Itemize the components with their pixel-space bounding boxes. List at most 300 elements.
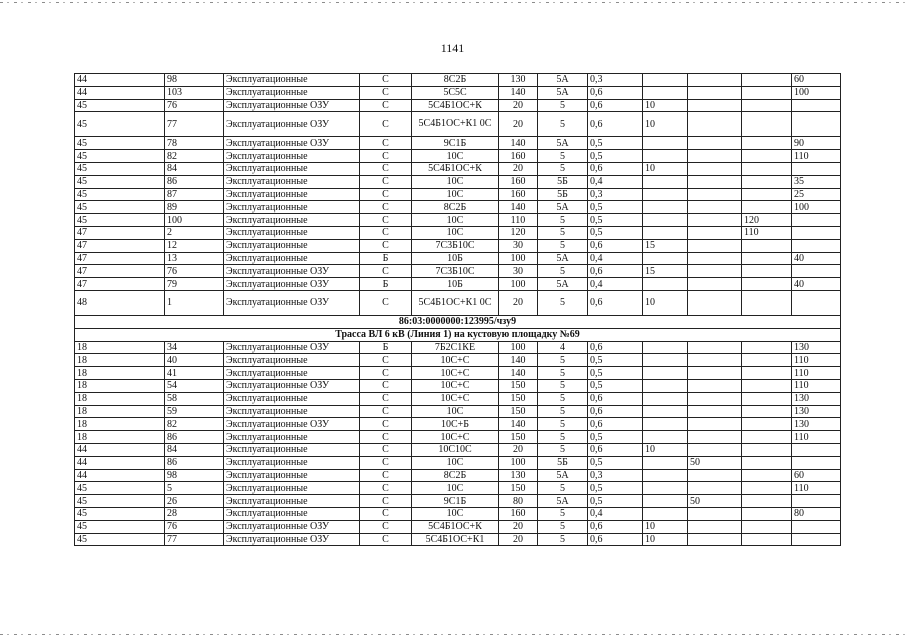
cell-composition: 8С2Б [412, 74, 499, 87]
cell-composition: 8С2Б [412, 201, 499, 214]
cell-col-9 [643, 278, 688, 291]
cell-density: 0,5 [588, 495, 643, 508]
cell-col-9: 10 [643, 162, 688, 175]
cell-category: Эксплуатационные [224, 443, 360, 456]
cell-site-class: 5А [538, 469, 588, 482]
cell-composition: 10С [412, 188, 499, 201]
cell-species: С [360, 367, 412, 380]
cell-quarter: 44 [75, 456, 165, 469]
cell-col-11 [742, 150, 792, 163]
cell-col-12: 110 [792, 150, 841, 163]
cell-plot: 78 [165, 137, 224, 150]
cell-col-9 [643, 74, 688, 87]
cell-category: Эксплуатационные [224, 392, 360, 405]
cell-age: 150 [499, 482, 538, 495]
cell-col-11 [742, 533, 792, 546]
cell-age: 120 [499, 226, 538, 239]
cell-quarter: 18 [75, 354, 165, 367]
cell-col-11 [742, 74, 792, 87]
table-body-bottom [75, 341, 841, 546]
cell-density: 0,4 [588, 175, 643, 188]
cell-col-10 [688, 252, 742, 265]
cell-category: Эксплуатационные [224, 456, 360, 469]
cell-col-11 [742, 290, 792, 315]
table-row [75, 367, 841, 380]
cell-composition: 10С+С [412, 379, 499, 392]
forest-inventory-table [74, 73, 841, 546]
cell-composition: 5С4Б1ОС+К [412, 520, 499, 533]
cell-species: Б [360, 341, 412, 354]
cell-age: 150 [499, 392, 538, 405]
cell-category: Эксплуатационные ОЗУ [224, 341, 360, 354]
cell-composition: 10С [412, 405, 499, 418]
cell-col-9: 10 [643, 520, 688, 533]
cell-col-12 [792, 112, 841, 137]
cell-col-9: 15 [643, 239, 688, 252]
table-row [75, 201, 841, 214]
cell-category: Эксплуатационные [224, 354, 360, 367]
table-row [75, 392, 841, 405]
cell-plot: 26 [165, 495, 224, 508]
cell-density: 0,6 [588, 341, 643, 354]
table-row [75, 431, 841, 444]
cell-density: 0,6 [588, 520, 643, 533]
cell-composition: 10С [412, 175, 499, 188]
cell-composition: 5С4Б1ОС+К [412, 99, 499, 112]
cell-category: Эксплуатационные [224, 201, 360, 214]
cell-age: 140 [499, 137, 538, 150]
cell-quarter: 18 [75, 405, 165, 418]
cell-composition: 5С4Б1ОС+К1 0С [412, 290, 499, 315]
cell-category: Эксплуатационные ОЗУ [224, 290, 360, 315]
table-row [75, 418, 841, 431]
cell-composition: 10С+С [412, 354, 499, 367]
cell-plot: 76 [165, 520, 224, 533]
cell-quarter: 47 [75, 226, 165, 239]
table-row [75, 188, 841, 201]
cell-plot: 86 [165, 456, 224, 469]
cell-plot: 40 [165, 354, 224, 367]
cell-col-11 [742, 99, 792, 112]
table-row [75, 86, 841, 99]
cell-quarter: 18 [75, 418, 165, 431]
cell-site-class: 5А [538, 137, 588, 150]
section-header [75, 315, 841, 341]
cell-col-12: 25 [792, 188, 841, 201]
cell-category: Эксплуатационные [224, 188, 360, 201]
cell-col-11 [742, 86, 792, 99]
cell-site-class: 5А [538, 252, 588, 265]
cell-col-12: 90 [792, 137, 841, 150]
cell-col-11 [742, 188, 792, 201]
cell-species: С [360, 188, 412, 201]
cell-col-9 [643, 188, 688, 201]
table-row [75, 99, 841, 112]
cell-age: 150 [499, 405, 538, 418]
cell-col-11 [742, 252, 792, 265]
cell-plot: 77 [165, 112, 224, 137]
scan-edge-top [0, 2, 905, 3]
cell-density: 0,5 [588, 150, 643, 163]
cell-quarter: 44 [75, 74, 165, 87]
cell-col-10 [688, 367, 742, 380]
cell-quarter: 18 [75, 341, 165, 354]
cell-site-class: 5 [538, 214, 588, 227]
cell-category: Эксплуатационные [224, 150, 360, 163]
cell-category: Эксплуатационные [224, 175, 360, 188]
cell-plot: 103 [165, 86, 224, 99]
cell-composition: 10С [412, 507, 499, 520]
cell-col-12: 35 [792, 175, 841, 188]
cell-quarter: 45 [75, 112, 165, 137]
cell-col-11 [742, 278, 792, 291]
cell-plot: 86 [165, 431, 224, 444]
cell-site-class: 5Б [538, 456, 588, 469]
cell-plot: 84 [165, 443, 224, 456]
cell-col-9: 10 [643, 443, 688, 456]
cell-col-11 [742, 239, 792, 252]
table-row [75, 469, 841, 482]
cell-col-12: 110 [792, 367, 841, 380]
cell-col-9 [643, 150, 688, 163]
cell-col-12: 100 [792, 201, 841, 214]
cell-col-10 [688, 137, 742, 150]
cell-category: Эксплуатационные [224, 495, 360, 508]
cell-species: С [360, 418, 412, 431]
cell-age: 160 [499, 150, 538, 163]
cell-age: 20 [499, 520, 538, 533]
cell-quarter: 45 [75, 188, 165, 201]
table-row [75, 290, 841, 315]
cell-quarter: 47 [75, 252, 165, 265]
cell-species: Б [360, 278, 412, 291]
table-row [75, 74, 841, 87]
cell-col-12: 80 [792, 507, 841, 520]
cell-col-12: 60 [792, 469, 841, 482]
cell-site-class: 5 [538, 99, 588, 112]
cell-plot: 1 [165, 290, 224, 315]
cell-age: 160 [499, 507, 538, 520]
cell-category: Эксплуатационные [224, 252, 360, 265]
cell-plot: 76 [165, 265, 224, 278]
cell-site-class: 5 [538, 418, 588, 431]
cell-col-10 [688, 201, 742, 214]
cell-quarter: 18 [75, 367, 165, 380]
cell-plot: 13 [165, 252, 224, 265]
cell-col-12: 40 [792, 252, 841, 265]
cell-density: 0,6 [588, 392, 643, 405]
cell-col-12: 40 [792, 278, 841, 291]
cell-plot: 100 [165, 214, 224, 227]
cell-category: Эксплуатационные [224, 214, 360, 227]
cell-site-class: 5 [538, 431, 588, 444]
cell-col-11 [742, 469, 792, 482]
cell-site-class: 5 [538, 507, 588, 520]
cell-col-12 [792, 265, 841, 278]
cell-composition: 10С [412, 150, 499, 163]
cell-category: Эксплуатационные [224, 86, 360, 99]
cell-species: С [360, 239, 412, 252]
cell-species: Б [360, 252, 412, 265]
table-row [75, 239, 841, 252]
cell-col-11 [742, 175, 792, 188]
cell-col-12: 130 [792, 341, 841, 354]
cell-category: Эксплуатационные ОЗУ [224, 418, 360, 431]
cell-species: С [360, 226, 412, 239]
cell-age: 100 [499, 252, 538, 265]
cell-age: 20 [499, 290, 538, 315]
cell-plot: 2 [165, 226, 224, 239]
cell-quarter: 44 [75, 86, 165, 99]
cell-quarter: 45 [75, 99, 165, 112]
cell-col-11 [742, 162, 792, 175]
cell-site-class: 5 [538, 239, 588, 252]
cell-age: 130 [499, 469, 538, 482]
cell-quarter: 45 [75, 214, 165, 227]
cell-quarter: 45 [75, 520, 165, 533]
cell-quarter: 45 [75, 495, 165, 508]
cell-site-class: 5 [538, 392, 588, 405]
cell-col-11 [742, 201, 792, 214]
cell-composition: 5С5С [412, 86, 499, 99]
cell-col-11 [742, 520, 792, 533]
cell-category: Эксплуатационные ОЗУ [224, 520, 360, 533]
cell-col-12 [792, 239, 841, 252]
cell-composition: 10С+С [412, 392, 499, 405]
cell-category: Эксплуатационные [224, 431, 360, 444]
cell-col-9 [643, 507, 688, 520]
cell-col-11 [742, 379, 792, 392]
cell-col-10 [688, 341, 742, 354]
cell-quarter: 18 [75, 392, 165, 405]
cell-col-12 [792, 443, 841, 456]
table-row [75, 252, 841, 265]
cell-quarter: 48 [75, 290, 165, 315]
cell-col-10 [688, 520, 742, 533]
cell-quarter: 18 [75, 431, 165, 444]
cell-site-class: 5 [538, 443, 588, 456]
cell-col-9 [643, 214, 688, 227]
cell-species: С [360, 137, 412, 150]
section-title: Трасса ВЛ 6 кВ (Линия 1) на кустовую площадку №69 [75, 328, 841, 341]
cell-age: 20 [499, 112, 538, 137]
cell-age: 20 [499, 533, 538, 546]
cell-category: Эксплуатационные [224, 482, 360, 495]
table-row [75, 341, 841, 354]
cell-quarter: 44 [75, 443, 165, 456]
cell-category: Эксплуатационные [224, 162, 360, 175]
cell-plot: 58 [165, 392, 224, 405]
cell-age: 140 [499, 354, 538, 367]
cell-age: 100 [499, 341, 538, 354]
cell-composition: 10С+С [412, 367, 499, 380]
cell-category: Эксплуатационные ОЗУ [224, 137, 360, 150]
cell-density: 0,5 [588, 226, 643, 239]
cell-density: 0,6 [588, 405, 643, 418]
table-row [75, 137, 841, 150]
cell-col-10 [688, 86, 742, 99]
cell-density: 0,6 [588, 290, 643, 315]
cell-composition: 10Б [412, 252, 499, 265]
cell-category: Эксплуатационные [224, 226, 360, 239]
cell-plot: 82 [165, 418, 224, 431]
cell-age: 110 [499, 214, 538, 227]
cell-composition: 7С3Б10С [412, 239, 499, 252]
cell-density: 0,5 [588, 456, 643, 469]
cell-species: С [360, 201, 412, 214]
cell-col-9: 10 [643, 533, 688, 546]
cell-density: 0,5 [588, 354, 643, 367]
cell-plot: 34 [165, 341, 224, 354]
cell-col-10 [688, 74, 742, 87]
cell-col-12 [792, 456, 841, 469]
cell-composition: 10С [412, 226, 499, 239]
cell-density: 0,5 [588, 367, 643, 380]
cell-composition: 8С2Б [412, 469, 499, 482]
cell-age: 80 [499, 495, 538, 508]
cell-plot: 59 [165, 405, 224, 418]
cell-species: С [360, 507, 412, 520]
table-body-top [75, 74, 841, 316]
cell-site-class: 5А [538, 278, 588, 291]
cell-age: 150 [499, 431, 538, 444]
cell-age: 160 [499, 175, 538, 188]
cell-col-11 [742, 482, 792, 495]
cell-composition: 7Б2С1КЕ [412, 341, 499, 354]
cell-col-9 [643, 341, 688, 354]
cell-plot: 5 [165, 482, 224, 495]
cell-species: С [360, 99, 412, 112]
cell-category: Эксплуатационные ОЗУ [224, 379, 360, 392]
cell-col-12: 110 [792, 431, 841, 444]
cell-col-11 [742, 418, 792, 431]
cell-col-10 [688, 379, 742, 392]
cell-quarter: 45 [75, 162, 165, 175]
cell-site-class: 5А [538, 86, 588, 99]
table-row [75, 265, 841, 278]
cell-col-11 [742, 112, 792, 137]
cell-composition: 10С [412, 456, 499, 469]
cell-col-9 [643, 456, 688, 469]
cell-col-12 [792, 520, 841, 533]
cell-site-class: 5 [538, 367, 588, 380]
cell-plot: 76 [165, 99, 224, 112]
cell-species: С [360, 112, 412, 137]
cell-col-10 [688, 392, 742, 405]
cell-quarter: 47 [75, 239, 165, 252]
cell-col-10 [688, 214, 742, 227]
table-row [75, 443, 841, 456]
cell-site-class: 5Б [538, 188, 588, 201]
cell-col-9 [643, 482, 688, 495]
cell-density: 0,3 [588, 469, 643, 482]
cell-composition: 10С+Б [412, 418, 499, 431]
cell-composition: 7С3Б10С [412, 265, 499, 278]
cell-col-10 [688, 99, 742, 112]
cell-age: 100 [499, 456, 538, 469]
cell-col-12 [792, 214, 841, 227]
cell-species: С [360, 214, 412, 227]
cell-col-12: 130 [792, 418, 841, 431]
cell-col-11: 120 [742, 214, 792, 227]
cell-col-10 [688, 533, 742, 546]
cell-col-12 [792, 533, 841, 546]
cell-col-12 [792, 162, 841, 175]
cell-species: С [360, 456, 412, 469]
table-row [75, 278, 841, 291]
cell-site-class: 5 [538, 162, 588, 175]
cell-plot: 98 [165, 469, 224, 482]
cell-species: С [360, 86, 412, 99]
cell-site-class: 5 [538, 112, 588, 137]
cell-density: 0,5 [588, 379, 643, 392]
cell-col-10 [688, 469, 742, 482]
section-title-row [75, 328, 841, 341]
cell-plot: 41 [165, 367, 224, 380]
cell-col-9: 15 [643, 265, 688, 278]
cell-col-12: 110 [792, 379, 841, 392]
table-row [75, 456, 841, 469]
cell-site-class: 5А [538, 74, 588, 87]
cell-col-10 [688, 290, 742, 315]
cell-species: С [360, 520, 412, 533]
cell-col-9 [643, 252, 688, 265]
table-row [75, 226, 841, 239]
cell-quarter: 45 [75, 137, 165, 150]
page-number: 1141 [440, 41, 465, 55]
table-row [75, 112, 841, 137]
cell-category: Эксплуатационные ОЗУ [224, 533, 360, 546]
cell-quarter: 45 [75, 201, 165, 214]
cell-category: Эксплуатационные [224, 239, 360, 252]
cell-col-12 [792, 226, 841, 239]
cell-col-10 [688, 226, 742, 239]
table-row [75, 354, 841, 367]
cell-species: С [360, 405, 412, 418]
cell-density: 0,6 [588, 443, 643, 456]
cell-site-class: 5 [538, 520, 588, 533]
cell-col-9 [643, 431, 688, 444]
cell-col-9 [643, 418, 688, 431]
cell-col-12: 60 [792, 74, 841, 87]
cell-species: С [360, 74, 412, 87]
table-row [75, 520, 841, 533]
cell-col-10 [688, 239, 742, 252]
cell-col-10 [688, 112, 742, 137]
cell-col-10 [688, 265, 742, 278]
cell-quarter: 45 [75, 175, 165, 188]
section-cadastral: 86:03:0000000:123995/чзу9 [75, 315, 841, 328]
cell-age: 130 [499, 74, 538, 87]
cell-composition: 5С4Б1ОС+К1 [412, 533, 499, 546]
cell-col-10 [688, 482, 742, 495]
cell-col-11 [742, 392, 792, 405]
cell-species: С [360, 265, 412, 278]
cell-species: С [360, 469, 412, 482]
cell-composition: 10С10С [412, 443, 499, 456]
cell-col-9 [643, 405, 688, 418]
cell-density: 0,6 [588, 239, 643, 252]
cell-col-11 [742, 367, 792, 380]
cell-quarter: 45 [75, 533, 165, 546]
cell-col-10: 50 [688, 495, 742, 508]
cell-col-11 [742, 354, 792, 367]
cell-site-class: 5 [538, 265, 588, 278]
cell-col-10 [688, 150, 742, 163]
table-row [75, 405, 841, 418]
cell-col-9 [643, 367, 688, 380]
scan-edge-bottom [0, 634, 905, 635]
